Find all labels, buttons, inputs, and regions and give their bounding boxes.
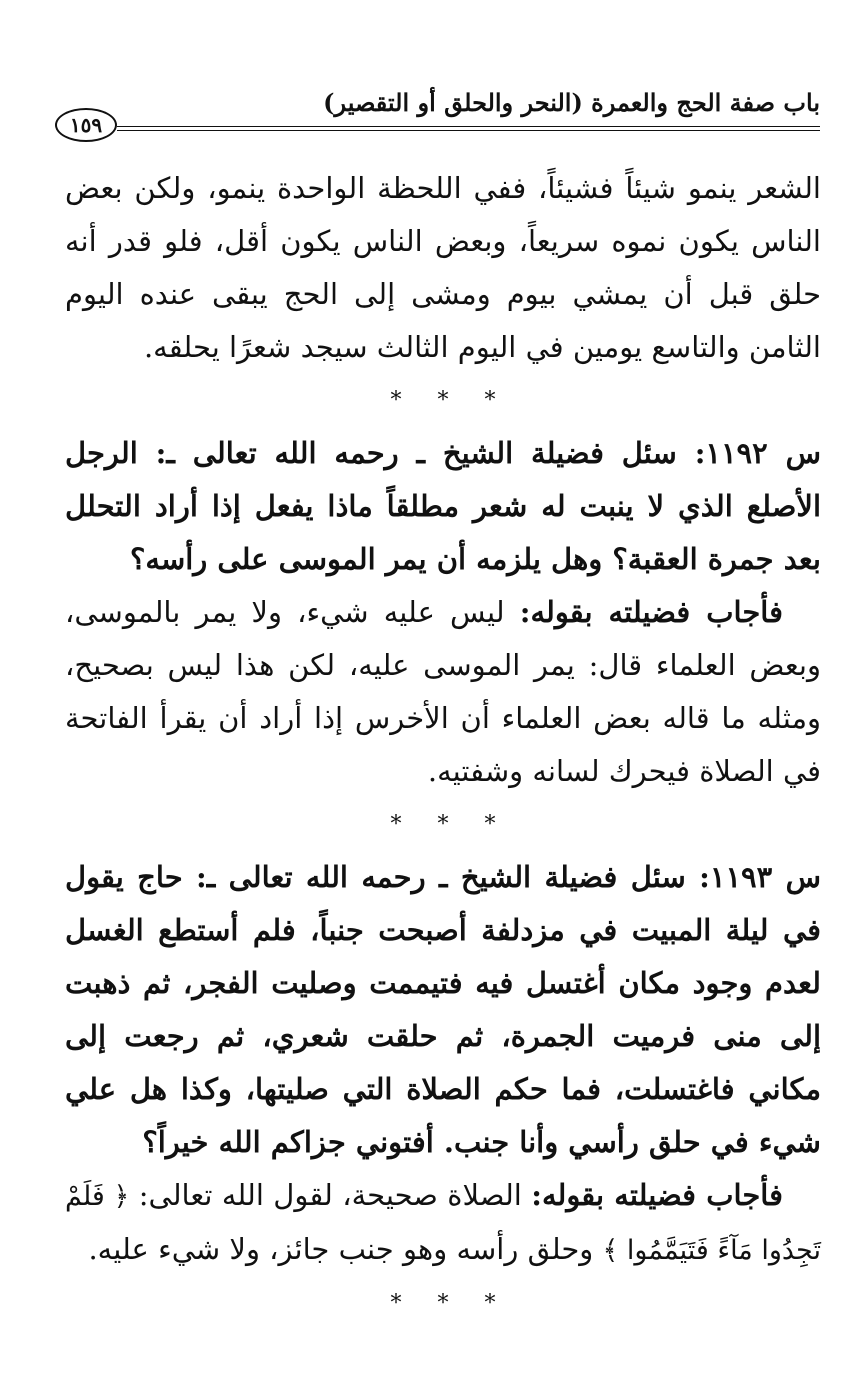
page-body bbox=[65, 162, 821, 1330]
section-separator bbox=[65, 798, 821, 851]
running-header bbox=[55, 88, 820, 136]
separator-star: * bbox=[437, 388, 449, 413]
separator-star: * bbox=[484, 388, 496, 413]
question-1192: س ١١٩٢: سئل فضيلة الشيخ ـ رحمه الله تعالى ـ: الرجل الأصلع الذي لا ينبت له شعر مطلقاً ماذا يفعل إذا أراد التحلل بعد جمرة العقبة؟ وهل يلزمه أن يمر الموسى على رأسه؟ bbox=[65, 436, 821, 576]
section-separator bbox=[65, 374, 821, 427]
header-rule bbox=[117, 126, 820, 131]
separator-star: * bbox=[437, 1291, 449, 1316]
answer-text: الصلاة صحيحة، لقول الله تعالى: bbox=[138, 1178, 532, 1212]
answer-lead: فأجاب فضيلته بقوله: bbox=[531, 1178, 783, 1212]
quran-verse: ﴿ فَلَمْ تَجِدُوا مَآءً فَتَيَمَّمُوا ﴾ bbox=[65, 1181, 821, 1266]
section-separator bbox=[65, 1277, 821, 1330]
separator-star: * bbox=[484, 812, 496, 837]
answer-1192 bbox=[65, 586, 821, 798]
answer-1193 bbox=[65, 1169, 821, 1277]
separator-star: * bbox=[484, 1291, 496, 1316]
chapter-title: باب صفة الحج والعمرة (النحر والحلق أو التقصير) bbox=[323, 88, 820, 117]
separator-star: * bbox=[390, 812, 402, 837]
paragraph-hair-growth: الشعر ينمو شيئاً فشيئاً، ففي اللحظة الواحدة ينمو، ولكن بعض الناس يكون نموه سريعاً، وبعض الناس يكون أقل، فلو قدر أنه حلق قبل أن يمشي بيوم ومشى إلى الحج يبقى عنده اليوم الثامن والتاسع يومين في اليوم الثالث سيجد شعرًا يحلقه. bbox=[65, 171, 821, 364]
question-1193: س ١١٩٣: سئل فضيلة الشيخ ـ رحمه الله تعالى ـ: حاج يقول في ليلة المبيت في مزدلفة أصبحت جنباً، فلم أستطع الغسل لعدم وجود مكان أغتسل فيه فتيممت وصليت الفجر، ثم ذهبت إلى منى فرميت الجمرة، ثم حلقت شعري، ثم رجعت إلى مكاني فاغتسلت، فما حكم الصلاة التي صليتها، وكذا هل علي شيء في حلق رأسي وأنا جنب. أفتوني جزاكم الله خيراً؟ bbox=[65, 860, 821, 1159]
answer-lead: فأجاب فضيلته بقوله: bbox=[519, 595, 783, 629]
separator-star: * bbox=[390, 1291, 402, 1316]
page-number: ١٥٩ bbox=[55, 108, 117, 142]
answer-text: ليس عليه شيء، ولا يمر بالموسى، وبعض العلماء قال: يمر الموسى عليه، لكن هذا ليس بصحيح، ومثله ما قاله بعض العلماء أن الأخرس إذا أراد أن يقرأ الفاتحة في الصلاة فيحرك لسانه وشفتيه. bbox=[65, 595, 821, 788]
separator-star: * bbox=[390, 388, 402, 413]
separator-star: * bbox=[437, 812, 449, 837]
answer-tail: وحلق رأسه وهو جنب جائز، ولا شيء عليه. bbox=[88, 1232, 603, 1266]
